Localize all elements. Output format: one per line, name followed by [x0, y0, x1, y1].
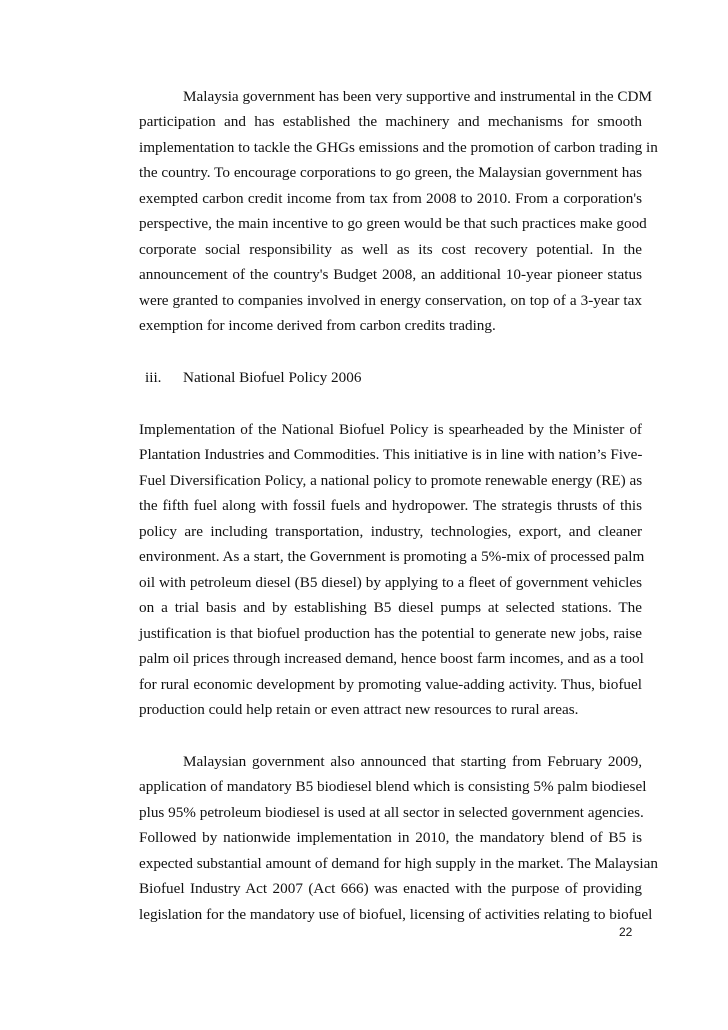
text-line: announcement of the country's Budget 2008, an additional 10-year pioneer status — [139, 266, 642, 283]
text-line: application of mandatory B5 biodiesel blend which is consisting 5% palm biodiesel — [139, 778, 647, 795]
text-line: Malaysian government also announced that starting from February 2009, — [183, 753, 642, 770]
text-line: were granted to companies involved in energy conservation, on top of a 3-year tax — [139, 292, 642, 309]
text-line: implementation to tackle the GHGs emissions and the promotion of carbon trading in — [139, 139, 658, 156]
page-number: 22 — [619, 925, 633, 939]
section-number: iii. — [145, 369, 162, 386]
text-line: corporate social responsibility as well as its cost recovery potential. In the — [139, 241, 642, 258]
text-line: Implementation of the National Biofuel Policy is spearheaded by the Minister of — [139, 421, 642, 438]
text-line: exemption for income derived from carbon credits trading. — [139, 317, 496, 334]
text-line: legislation for the mandatory use of biofuel, licensing of activities relating to biofuel — [139, 906, 653, 923]
section-title: National Biofuel Policy 2006 — [183, 369, 362, 386]
text-line: palm oil prices through increased demand, hence boost farm incomes, and as a tool — [139, 650, 644, 667]
text-line: perspective, the main incentive to go green would be that such practices make good — [139, 215, 647, 232]
text-line: plus 95% petroleum biodiesel is used at all sector in selected government agencies. — [139, 804, 644, 821]
text-line: environment. As a start, the Government is promoting a 5%-mix of processed palm — [139, 548, 645, 565]
text-line: exempted carbon credit income from tax from 2008 to 2010. From a corporation's — [139, 190, 642, 207]
text-line: Plantation Industries and Commodities. This initiative is in line with nation’s Five- — [139, 446, 643, 463]
text-line: Followed by nationwide implementation in 2010, the mandatory blend of B5 is — [139, 829, 642, 846]
text-line: the country. To encourage corporations to go green, the Malaysian government has — [139, 164, 642, 181]
text-line: oil with petroleum diesel (B5 diesel) by applying to a fleet of government vehicles — [139, 574, 642, 591]
text-line: the fifth fuel along with fossil fuels and hydropower. The strategis thrusts of this — [139, 497, 642, 514]
text-line: policy are including transportation, industry, technologies, export, and cleaner — [139, 523, 642, 540]
text-line: on a trial basis and by establishing B5 diesel pumps at selected stations. The — [139, 599, 642, 616]
text-line: Biofuel Industry Act 2007 (Act 666) was enacted with the purpose of providing — [139, 880, 642, 897]
text-line: participation and has established the machinery and mechanisms for smooth — [139, 113, 642, 130]
text-line: justification is that biofuel production has the potential to generate new jobs, raise — [139, 625, 642, 642]
text-line: production could help retain or even attract new resources to rural areas. — [139, 701, 579, 718]
text-line: for rural economic development by promoting value-adding activity. Thus, biofuel — [139, 676, 642, 693]
text-line: expected substantial amount of demand for high supply in the market. The Malaysian — [139, 855, 658, 872]
text-line: Malaysia government has been very supportive and instrumental in the CDM — [183, 88, 653, 105]
text-line: Fuel Diversification Policy, a national policy to promote renewable energy (RE) as — [139, 472, 643, 489]
